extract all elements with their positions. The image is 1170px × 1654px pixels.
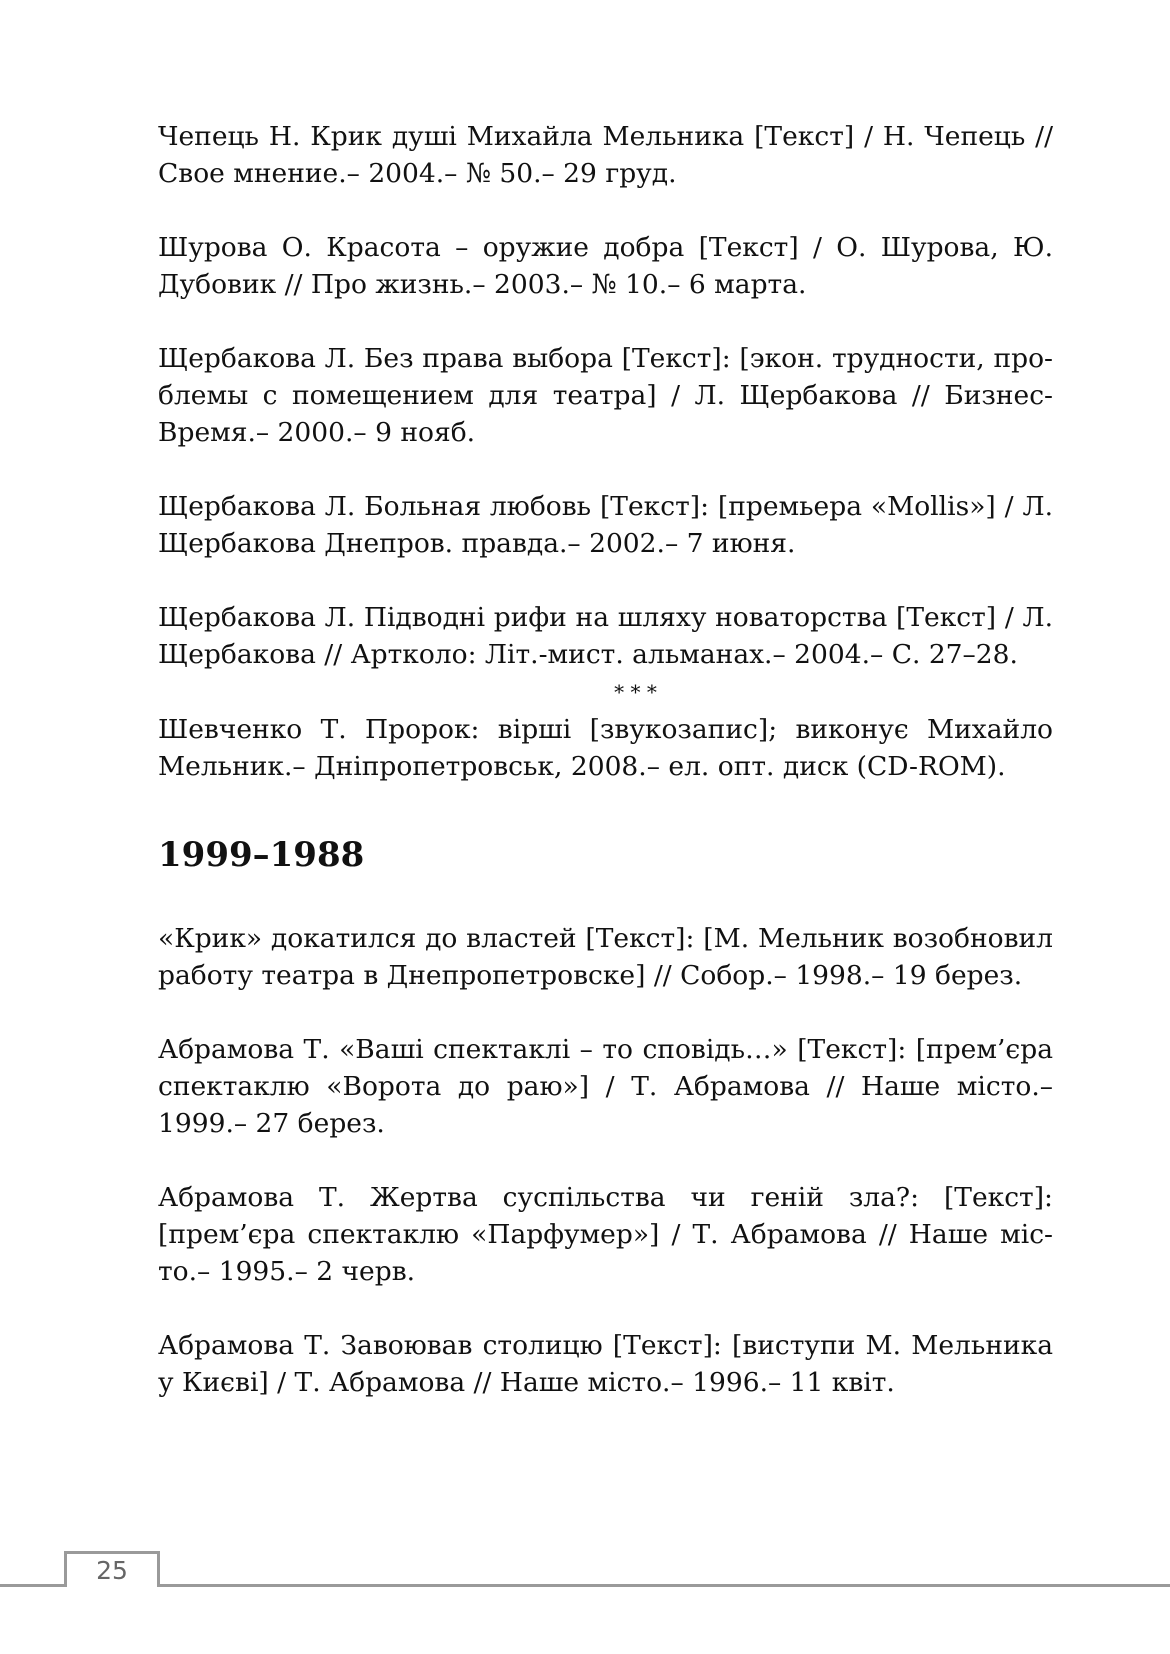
- bibliography-entry: Чепець Н. Крик душі Михайла Мельника [Текст] / Н. Чепець // Свое мнение.– 2004.– № 50.– 29 груд.: [158, 121, 1053, 189]
- page-number-box: [64, 1551, 160, 1587]
- footer-rule: [0, 1584, 1170, 1587]
- audio-entry: Шевченко Т. Пророк: вірші [звукозапис]; виконує Михайло Мельник.– Дніпропетровськ, 2008.– ел. опт. диск (CD-ROM).: [158, 714, 1053, 782]
- bibliography-entry: «Крик» докатился до властей [Текст]: [М. Мельник возобновил работу театра в Днепропетровске] // Собор.– 1998.– 19 берез.: [158, 923, 1053, 991]
- bibliography-content: [158, 118, 1053, 1438]
- section-separator: * * *: [614, 680, 657, 704]
- bibliography-entry: Абрамова Т. Завоював столицю [Текст]: [виступи М. Мельника у Києві] / Т. Абрамова // Наше місто.– 1996.– 11 квіт.: [158, 1330, 1053, 1398]
- bibliography-entry: Абрамова Т. Жертва суспільства чи геній зла?: [Текст]: [прем’єра спектаклю «Парфумер»] / Т. Абрамова // Наше міс-то.– 1995.– 2 черв.: [158, 1182, 1053, 1287]
- bibliography-entry: Абрамова Т. «Ваші спектаклі – то сповідь…» [Текст]: [прем’єра спектаклю «Ворота до раю»] / Т. Абрамова // Наше місто.– 1999.– 27 берез.: [158, 1034, 1053, 1139]
- page-number: 25: [96, 1556, 128, 1585]
- bibliography-entry: Щербакова Л. Підводні рифи на шляху новаторства [Текст] / Л. Щербакова // Артколо: Літ.-мист. альманах.– 2004.– С. 27–28.: [158, 602, 1053, 670]
- bibliography-entry: Шурова О. Красота – оружие добра [Текст] / О. Шурова, Ю. Дубовик // Про жизнь.– 2003.– № 10.– 6 марта.: [158, 232, 1053, 300]
- section-heading: 1999–1988: [158, 835, 365, 875]
- bibliography-entry: Щербакова Л. Без права выбора [Текст]: [экон. трудности, про-блемы с помещением для театра] / Л. Щербакова // Бизнес-Время.– 2000.– 9 нояб.: [158, 343, 1053, 448]
- bibliography-entry: Щербакова Л. Больная любовь [Текст]: [премьера «Mollis»] / Л. Щербакова Днепров. правда.– 2002.– 7 июня.: [158, 491, 1053, 559]
